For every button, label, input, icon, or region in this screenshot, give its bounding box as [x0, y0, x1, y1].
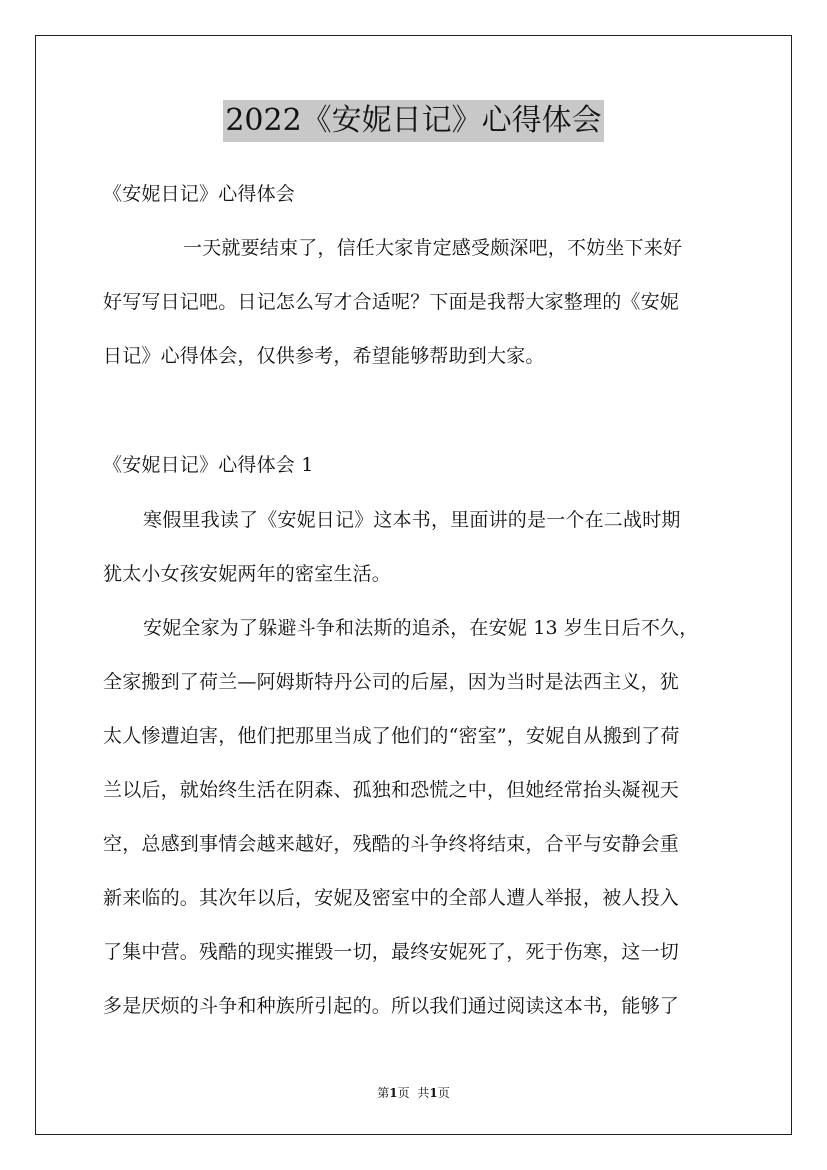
paragraph1-line-1: 寒假里我读了《安妮日记》这本书，里面讲的是一个在二战时期	[143, 509, 681, 531]
paragraph2-line-8: 多是厌烦的斗争和种族所引起的。所以我们通过阅读这本书，能够了	[103, 995, 680, 1017]
intro-line-2: 好写写日记吧。日记怎么写才合适呢？下面是我帮大家整理的《安妮	[103, 291, 680, 313]
footer-page-suffix: 页	[397, 1086, 410, 1100]
section-heading: 《安妮日记》心得体会 1	[103, 454, 314, 476]
document-subtitle: 《安妮日记》心得体会	[103, 183, 296, 205]
document-title: 2022《安妮日记》心得体会	[223, 100, 603, 142]
footer-page-prefix: 第	[377, 1086, 390, 1100]
intro-line-1: 一天就要结束了，信任大家肯定感受颇深吧，不妨坐下来好	[183, 237, 683, 259]
title-container	[0, 100, 827, 142]
paragraph2-line-1: 安妮全家为了躲避斗争和法斯的追杀，在安妮 13 岁生日后不久，	[143, 617, 699, 639]
paragraph2-line-4: 兰以后，就始终生活在阴森、孤独和恐慌之中，但她经常抬头凝视天	[103, 779, 680, 801]
footer-total-suffix: 页	[437, 1086, 450, 1100]
footer-total-prefix: 共	[417, 1086, 430, 1100]
footer-page-number: 1	[389, 1086, 398, 1100]
paragraph1-line-2: 犹太小女孩安妮两年的密室生活。	[103, 563, 392, 585]
paragraph2-line-5: 空，总感到事情会越来越好，残酷的斗争终将结束，合平与安静会重	[103, 833, 680, 855]
paragraph2-line-6: 新来临的。其次年以后，安妮及密室中的全部人遭人举报，被人投入	[103, 887, 680, 909]
paragraph2-line-3: 太人惨遭迫害，他们把那里当成了他们的“密室”，安妮自从搬到了荷	[103, 725, 680, 747]
footer-total-number: 1	[429, 1086, 438, 1100]
page-footer	[0, 1085, 827, 1101]
paragraph2-line-2: 全家搬到了荷兰—阿姆斯特丹公司的后屋，因为当时是法西主义，犹	[103, 671, 680, 693]
intro-line-3: 日记》心得体会，仅供参考，希望能够帮助到大家。	[103, 345, 545, 367]
paragraph2-line-7: 了集中营。残酷的现实摧毁一切，最终安妮死了，死于伤寒，这一切	[103, 941, 680, 963]
